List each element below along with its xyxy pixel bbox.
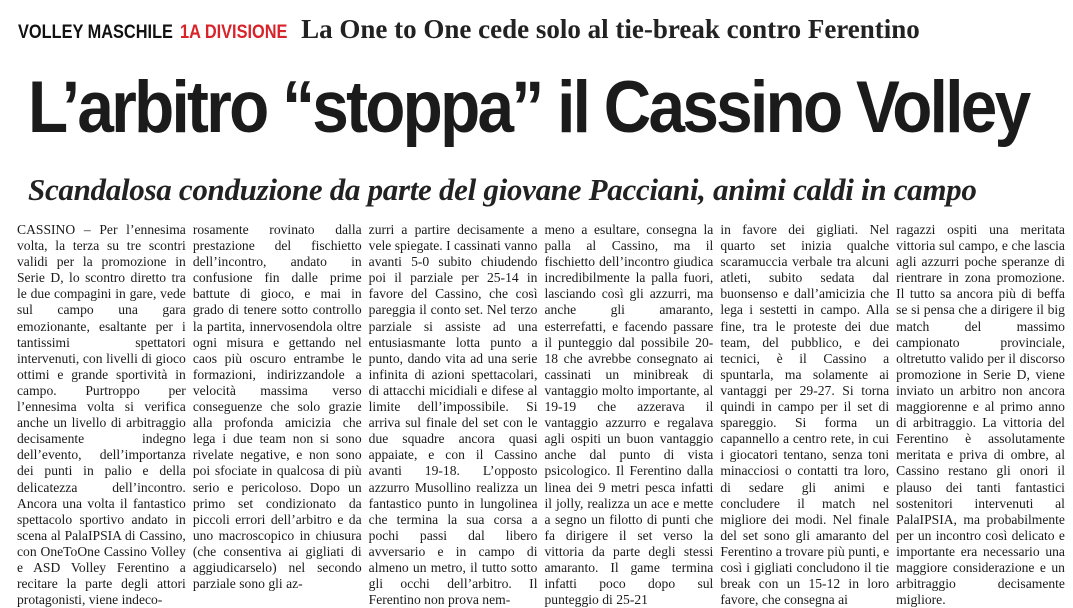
article-column-1: CASSINO – Per l’ennesima volta, la terza su tre scontri validi per la promozione in Serie D, lo scontro diretto tra le due compagini in gare, vede sul campo una gara emozionante, esaltante per i tantissimi spettatori intervenuti, con livelli di gioco ottimi e grande sportività in campo. Purtroppo per l’ennesima volta si verifica anche un livello di arbitraggio decisamente indegno dell’evento, dell’importanza dei punti in palio e della delicatezza dell’incontro. Ancora una volta il fantastico spettacolo sportivo andato in scena al PalaIPSIA di Cassino, con OneToOne Cassino Volley e ASD Volley Ferentino a recitare la parte degli attori protagonisti, viene indeco-: [17, 222, 186, 608]
article-column-4: meno a esultare, consegna la palla al Cassino, ma il fischietto dell’incontro giudica incredibilmente la palla fuori, lasciando così gli azzurri, ma anche gli amaranto, esterrefatti, e facendo passare il punteggio dal possibile 20-18 che avrebbe consegnato ai cassinati un minibreak di vantaggio molto importante, al 19-19 che azzerava il vantaggio azzurro e regalava agli ospiti un buon vantaggio anche dal punto di vista psicologico. Il Ferentino dalla linea dei 9 metri pesca infatti il jolly, realizza un ace e mette a segno un filotto di punti che fa dirigere il set verso la vittoria da parte degli stessi amaranto. Il game termina infatti poco dopo sul punteggio di 25-21: [544, 222, 714, 608]
article-column-6: ragazzi ospiti una meritata vittoria sul campo, e che lascia agli azzurri poche speranze di rientrare in zona promozione. Il tutto sa ancora più di beffa se si pensa che a dirigere il big match del massimo campionato provinciale, oltretutto valido per il discorso promozione in Serie D, viene inviato un arbitro non ancora maggiorenne e al primo anno di arbitraggio. La vittoria del Ferentino è assolutamente meritata e priva di ombre, al Cassino restano gli onori il plauso dei tanti fantastici sostenitori intervenuti al PalaIPSIA, ma probabilmente per un incontro così delicato e importante era necessario una maggiore considerazione e un arbitraggio decisamente migliore.: [896, 222, 1065, 608]
main-headline: L’arbitro “stoppa” il Cassino Volley: [28, 67, 1029, 148]
kicker-headline: La One to One cede solo al tie-break contro Ferentino: [301, 14, 920, 44]
section-label: VOLLEY MASCHILE: [18, 22, 173, 43]
article-column-5: in favore dei gigliati. Nel quarto set inizia qualche scaramuccia verbale tra alcuni atleti, subito sedata dal buonsenso e dall’amicizia che lega i sestetti in campo. Alla fine, tra le proteste dei due team, del pubblico, e dei tecnici, è il Cassino a spuntarla, ma solamente ai vantaggi per 29-27. Si torna quindi in campo per il set di spareggio. Si forma un capannello a centro rete, in cui i giocatori tentano, senza toni minacciosi o contatti tra loro, di sedare gli animi e concludere il match nel migliore dei modi. Nel finale del set sono gli amaranto del Ferentino a trovare più punti, e così i gigliati concludono il tie break con un 15-12 in loro favore, che consegna ai: [720, 222, 890, 608]
article-body: [17, 222, 1065, 608]
article-column-2: rosamente rovinato dalla prestazione del fischietto dell’incontro, andato in confusione fin dalle prime battute di gioco, e mai in grado di tenere sotto controllo la partita, innervosendola oltre ogni misura e gettando nel caos più oscuro entrambe le formazioni, indirizzandole a velocità massima verso conseguenze che solo grazie alla profonda amicizia che lega i due team non si sono rivelate negative, e non sono poi sfociate in qualcosa di più serio e pericoloso. Dopo un primo set condizionato da piccoli errori dell’arbitro e da uno macroscopico in chiusura (che consentiva ai gigliati di aggiudicarselo) nel secondo parziale sono gli az-: [192, 222, 362, 592]
division-label: 1A DIVISIONE: [180, 22, 288, 43]
subheadline: Scandalosa conduzione da parte del giovane Pacciani, animi caldi in campo: [28, 172, 977, 207]
kicker-row: [18, 14, 1063, 48]
article-column-3: zurri a partire decisamente a vele spiegate. I cassinati vanno avanti 5-0 subito chiudendo poi il parziale per 25-14 in favore del Cassino, che così pareggia il conto set. Nel terzo parziale si assiste ad una entusiasmante lotta punto a punto, dando vita ad una serie infinita di azioni spettacolari, di attacchi micidiali e difese al limite dell’impossibile. Si arriva sul finale del set con le due squadre ancora quasi appaiate, e con il Cassino avanti 19-18. L’opposto azzurro Musollino realizza un fantastico punto in lungolinea che termina la sua corsa a pochi passi dal libero avversario e in campo di almeno un metro, il tutto sotto gli occhi dell’arbitro. Il Ferentino non prova nem-: [368, 222, 538, 608]
